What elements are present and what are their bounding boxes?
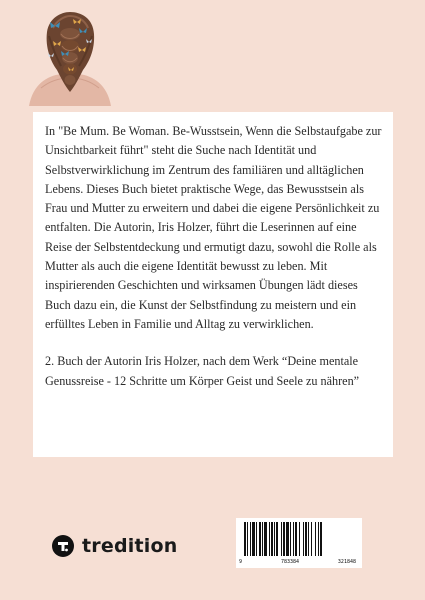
barcode-bar bbox=[299, 522, 300, 556]
barcode-digits-group-2: 321848 bbox=[337, 559, 356, 565]
barcode-bar bbox=[283, 522, 285, 556]
barcode-digit-prefix: 9 bbox=[239, 559, 243, 565]
barcode-bar bbox=[250, 522, 251, 556]
barcode-bar bbox=[308, 522, 309, 556]
barcode-digits bbox=[236, 559, 362, 565]
barcode-bar bbox=[303, 522, 304, 556]
barcode-bar bbox=[269, 522, 270, 556]
barcode-bar bbox=[290, 522, 291, 556]
barcode-bar bbox=[295, 522, 297, 556]
barcode-bar bbox=[262, 522, 263, 556]
publisher-logo bbox=[52, 535, 177, 557]
barcode-bar bbox=[256, 522, 257, 556]
barcode-bar bbox=[286, 522, 289, 556]
barcode-bar bbox=[305, 522, 307, 556]
barcode-bar bbox=[318, 522, 319, 556]
author-note-paragraph: 2. Buch der Autorin Iris Holzer, nach dem Werk “Deine mentale Genussreise - 12 Schritte um Körper Geist und Seele zu nähren” bbox=[45, 354, 360, 388]
barcode-bar bbox=[264, 522, 267, 556]
braided-hair-illustration bbox=[27, 10, 113, 106]
back-cover-text-panel bbox=[33, 112, 393, 457]
tredition-logo-icon bbox=[52, 535, 74, 557]
barcode-bar bbox=[259, 522, 261, 556]
barcode-bar bbox=[247, 522, 248, 556]
publisher-name: tredition bbox=[82, 535, 178, 557]
description-paragraph: In "Be Mum. Be Woman. Be-Wusstsein, Wenn die Selbstaufgabe zur Unsichtbarkeit führt" steht die Suche nach Identität und Selbstverwirklichung im Zentrum des familiären und alltäglichen Lebens. Dieses Buch bietet praktische Wege, das Bewusstsein als Frau und Mutter zu erweitern und dabei die eigene Persönlichkeit zu entfalten. Die Autorin, Iris Holzer, führt die Leserinnen auf eine Reise der Selbstentdeckung und ermutigt dazu, sowohl die Rolle als Mutter als auch die eigene Identität bewusst zu leben. Mit inspirierenden Geschichten und wirksamen Übungen lädt dieses Buch dazu ein, die Kunst der Selbstfindung zu meistern und ein erfülltes Leben in Familie und Alltag zu verwirklichen. bbox=[45, 124, 382, 331]
barcode-bar bbox=[252, 522, 255, 556]
barcode-bar bbox=[311, 522, 312, 556]
barcode-bars bbox=[236, 518, 362, 560]
barcode-bar bbox=[315, 522, 316, 556]
barcode-bar bbox=[276, 522, 278, 556]
isbn-barcode bbox=[236, 518, 362, 568]
barcode-bar bbox=[281, 522, 282, 556]
barcode-bar bbox=[271, 522, 273, 556]
barcode-bar bbox=[244, 522, 246, 556]
barcode-bar bbox=[293, 522, 294, 556]
barcode-digits-group-1: 783384 bbox=[280, 559, 299, 565]
cover-illustration bbox=[27, 10, 113, 106]
barcode-bar bbox=[320, 522, 322, 556]
barcode-bar bbox=[274, 522, 275, 556]
